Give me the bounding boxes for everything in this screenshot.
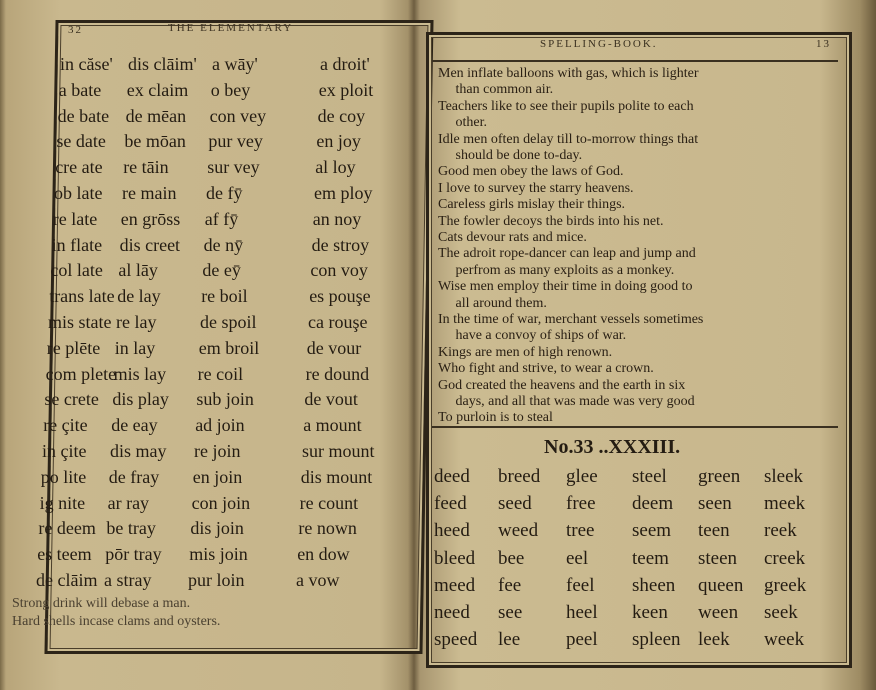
spelling-word: pōr tray <box>105 544 162 565</box>
lesson-word: heel <box>566 602 598 623</box>
spelling-word: se crete <box>44 389 99 410</box>
spelling-word: ex claim <box>126 79 189 100</box>
spelling-word: de mēan <box>125 105 187 126</box>
lesson-word: glee <box>566 466 598 487</box>
spelling-word: a wāy' <box>212 54 258 74</box>
spelling-word: de spoil <box>200 312 257 332</box>
spelling-word: cre ate <box>55 157 103 178</box>
spelling-word: re boil <box>201 286 248 307</box>
spelling-word: mis state <box>48 312 112 332</box>
lesson-word: feed <box>434 493 467 515</box>
lesson-word: seem <box>632 520 672 542</box>
sentence-line: than common air. <box>438 82 554 98</box>
lesson-word: breed <box>498 466 541 487</box>
spelling-word: re main <box>122 183 177 203</box>
right-page <box>420 18 860 670</box>
lesson-word: week <box>764 629 805 651</box>
spelling-word: de coy <box>317 105 366 126</box>
lesson-word: fee <box>498 574 522 596</box>
lesson-word: feel <box>566 574 595 596</box>
lesson-word: teen <box>698 520 730 542</box>
spelling-word: en join <box>192 466 243 487</box>
spelling-word: re coil <box>197 363 244 384</box>
lesson-word: seek <box>764 602 798 623</box>
lesson-word: queen <box>698 574 744 596</box>
spelling-word: an noy <box>312 208 362 229</box>
lesson-word: reek <box>764 520 797 542</box>
spelling-word: in çite <box>42 441 87 461</box>
spelling-word: sur vey <box>207 157 260 178</box>
lesson-word: bleed <box>434 547 476 569</box>
spelling-word: a droit' <box>320 54 370 74</box>
lesson-word: tree <box>566 520 595 542</box>
spelling-word: in lay <box>114 337 156 358</box>
lesson-word: bee <box>498 547 525 569</box>
spelling-word: dis join <box>190 518 244 539</box>
spelling-word: es pouşe <box>309 286 371 307</box>
sentence-line: The fowler decoys the birds into his net. <box>438 213 664 229</box>
spelling-word: ad join <box>195 415 245 436</box>
spelling-word: re çite <box>43 415 88 436</box>
lesson-word: deed <box>434 466 470 487</box>
sentence-line: I love to survey the starry heavens. <box>438 180 634 196</box>
spelling-word: de eay <box>111 415 158 436</box>
left-page <box>10 10 410 670</box>
spelling-word: ig nite <box>39 492 86 513</box>
lesson-word: creek <box>764 547 806 569</box>
spelling-word: re nown <box>298 518 357 539</box>
header-rule <box>432 60 838 62</box>
sentence-line: God created the heavens and the earth in six <box>438 377 686 393</box>
spelling-word: in căse' <box>60 54 113 74</box>
spelling-word: de nȳ <box>203 234 244 255</box>
spelling-word: ca rouşe <box>308 312 368 332</box>
spelling-word: de bate <box>57 105 110 126</box>
sentence-line: Wise men employ their time in doing good to <box>438 279 693 295</box>
spelling-word: ob late <box>54 183 103 203</box>
spelling-word: trans late <box>49 286 115 307</box>
lesson-word: deem <box>632 493 674 515</box>
left-running-head: THE ELEMENTARY <box>168 22 294 34</box>
spelling-word: dis may <box>110 441 167 461</box>
spelling-word: re dound <box>305 363 370 384</box>
sentence-line: have a convoy of ships of war. <box>438 328 627 344</box>
sentence-line: Teachers like to see their pupils polite to each <box>438 98 694 114</box>
lesson-word: lee <box>498 629 521 651</box>
spelling-word: re tāin <box>123 157 169 178</box>
lesson-word: seed <box>498 493 532 515</box>
spelling-word: de clāim <box>36 570 98 590</box>
sentence-line: In the time of war, merchant vessels sometimes <box>438 312 704 327</box>
spelling-word: se date <box>56 131 106 152</box>
lesson-word: need <box>434 602 470 623</box>
sentence-line: other. <box>438 115 487 131</box>
spelling-word: re plēte <box>46 337 101 358</box>
sentence-line: should be done to-day. <box>438 148 583 163</box>
section-rule <box>432 426 838 428</box>
sentence-line: all around them. <box>438 295 547 311</box>
lesson-word: seen <box>698 493 732 515</box>
spelling-word: sub join <box>196 389 254 410</box>
lesson-word: heed <box>434 520 470 542</box>
sentence-line: Cats devour rats and mice. <box>438 230 587 245</box>
footer-line-2: Hard shells incase clams and oysters. <box>12 614 221 629</box>
spelling-word: a stray <box>104 570 152 590</box>
spelling-word: ar ray <box>107 492 150 513</box>
spelling-word: a vow <box>296 570 340 590</box>
sentence-line: perfrom as many exploits as a monkey. <box>438 262 675 278</box>
spelling-word: po lite <box>40 466 87 487</box>
spelling-word: a bate <box>58 79 102 100</box>
spelling-word: en joy <box>316 131 361 152</box>
spelling-word: con vey <box>209 105 267 126</box>
spelling-word: mis lay <box>113 363 167 384</box>
spelling-word: es teem <box>37 544 92 565</box>
spelling-word: o bey <box>210 79 251 100</box>
spelling-word: dis clāim' <box>128 54 197 74</box>
spelling-word: con join <box>191 492 251 513</box>
spelling-word: re join <box>194 441 241 461</box>
spelling-word: col late <box>50 260 103 281</box>
spelling-word: de fȳ <box>206 183 243 203</box>
spelling-word: re late <box>52 208 98 229</box>
spelling-word: a mount <box>303 415 362 436</box>
spelling-word: de stroy <box>311 234 370 255</box>
lesson-word: leek <box>698 629 730 651</box>
sentence-line: Careless girls mislay their things. <box>438 197 626 213</box>
spelling-word: pur loin <box>188 570 245 590</box>
lesson-word: speed <box>434 629 478 651</box>
lesson-heading: No.33 ..XXXIII. <box>544 436 681 458</box>
spelling-word: de lay <box>117 286 161 307</box>
lesson-word: green <box>698 466 741 487</box>
spelling-word: pur vey <box>208 131 263 152</box>
spelling-word: ex ploit <box>318 79 374 100</box>
lesson-word: steen <box>698 547 738 569</box>
lesson-word: meek <box>764 493 806 515</box>
spelling-word: de fray <box>108 466 160 487</box>
spelling-word: in flate <box>51 234 103 255</box>
sentence-line: Who fight and strive, to wear a crown. <box>438 361 654 377</box>
lesson-word: teem <box>632 547 669 569</box>
lesson-word: keen <box>632 602 668 623</box>
spelling-word: al loy <box>315 157 356 178</box>
sentence-line: The adroit rope-dancer can leap and jump and <box>438 246 696 262</box>
lesson-word: weed <box>498 520 539 542</box>
spelling-word: re deem <box>38 518 96 539</box>
spelling-word: mis join <box>189 544 248 565</box>
left-page-number: 32 <box>68 24 83 36</box>
spelling-word: af fȳ <box>204 208 239 229</box>
spelling-word: al lāy <box>118 260 158 281</box>
spelling-word: re lay <box>116 312 157 332</box>
spelling-word: dis creet <box>119 234 181 255</box>
lesson-word: peel <box>566 629 598 651</box>
sentence-line: days, and all that was made was very good <box>438 394 695 409</box>
spelling-word: en grōss <box>120 208 181 229</box>
spelling-word: de vout <box>304 389 358 410</box>
spelling-word: em ploy <box>314 183 373 203</box>
lesson-word: steel <box>632 466 667 487</box>
lesson-word: ween <box>698 602 739 623</box>
spelling-word: sur mount <box>302 441 375 461</box>
lesson-word: free <box>566 493 596 515</box>
lesson-word: spleen <box>632 629 681 651</box>
spelling-word: de eȳ <box>202 260 241 281</box>
sentence-line: Idle men often delay till to-morrow things that <box>438 131 699 147</box>
sentence-line: To purloin is to steal <box>438 410 553 426</box>
lesson-word: greek <box>764 574 807 596</box>
spelling-word: de vour <box>306 337 362 358</box>
spelling-word: com plete <box>45 363 117 384</box>
spelling-word: dis play <box>112 389 169 410</box>
spelling-word: dis mount <box>300 466 373 487</box>
spelling-word: em broil <box>198 337 260 358</box>
spelling-word: be tray <box>106 518 156 539</box>
right-running-head: SPELLING-BOOK. <box>540 38 658 50</box>
right-page-number: 13 <box>816 38 831 50</box>
lesson-word: sleek <box>764 466 804 487</box>
sentence-line: Men inflate balloons with gas, which is lighter <box>438 66 699 81</box>
spelling-word: be mōan <box>124 131 186 152</box>
sentence-line: Kings are men of high renown. <box>438 344 613 360</box>
footer-line-1: Strong drink will debase a man. <box>12 596 191 611</box>
spelling-word: en dow <box>297 544 350 565</box>
spelling-word: re count <box>299 492 359 513</box>
lesson-word: sheen <box>632 574 676 596</box>
lesson-word: meed <box>434 574 476 596</box>
lesson-word: eel <box>566 547 589 569</box>
spelling-word: con voy <box>310 260 368 281</box>
lesson-word: see <box>498 602 523 623</box>
sentence-line: Good men obey the laws of God. <box>438 164 624 180</box>
